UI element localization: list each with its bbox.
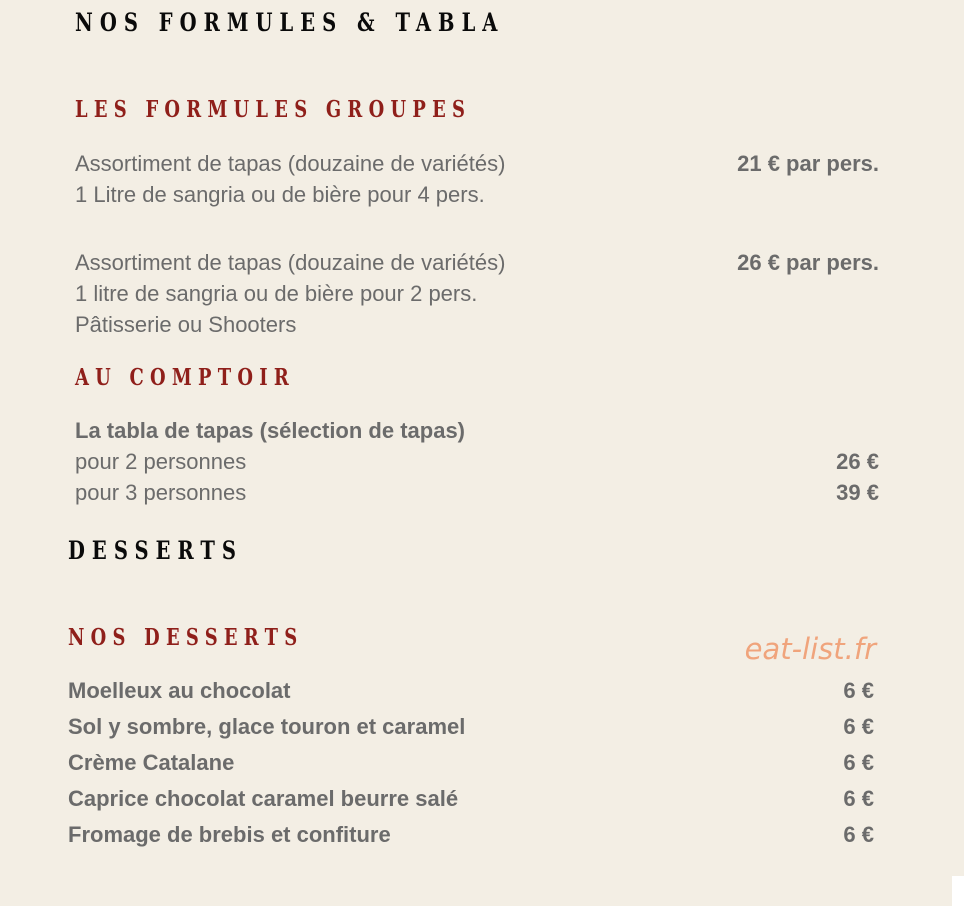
formule-1-price: 21 € par pers. bbox=[737, 151, 879, 176]
comptoir-row-1-price: 26 € bbox=[836, 449, 879, 474]
dessert-price: 6 € bbox=[843, 678, 874, 703]
corner-patch bbox=[952, 876, 964, 906]
dessert-label: Caprice chocolat caramel beurre salé bbox=[68, 786, 459, 811]
list-item bbox=[68, 673, 874, 709]
list-item bbox=[68, 709, 874, 745]
dessert-label: Fromage de brebis et confiture bbox=[68, 822, 391, 847]
formule-1 bbox=[75, 148, 505, 210]
formules-title: NOS FORMULES & TABLA bbox=[75, 8, 505, 37]
formules-groupes-title: LES FORMULES GROUPES bbox=[75, 96, 472, 123]
formule-1-line-2: 1 Litre de sangria ou de bière pour 4 pers. bbox=[75, 182, 485, 207]
list-item bbox=[68, 781, 874, 817]
desserts-list bbox=[68, 673, 874, 853]
list-item bbox=[68, 745, 874, 781]
comptoir-row-2-label: pour 3 personnes bbox=[75, 480, 247, 505]
dessert-label: Sol y sombre, glace touron et caramel bbox=[68, 714, 466, 739]
formule-2-line-2: 1 litre de sangria ou de bière pour 2 pers. bbox=[75, 281, 478, 306]
comptoir-row-1-label: pour 2 personnes bbox=[75, 449, 247, 474]
dessert-price: 6 € bbox=[843, 714, 874, 739]
desserts-title: DESSERTS bbox=[68, 536, 243, 565]
nos-desserts-title: NOS DESSERTS bbox=[68, 624, 304, 651]
comptoir-subtitle: La tabla de tapas (sélection de tapas) bbox=[75, 418, 466, 443]
formule-1-line-1: Assortiment de tapas (douzaine de variétés) bbox=[75, 151, 506, 176]
watermark-text: eat-list.fr bbox=[744, 632, 876, 666]
dessert-price: 6 € bbox=[843, 822, 874, 847]
comptoir-title: AU COMPTOIR bbox=[75, 364, 295, 391]
dessert-label: Crème Catalane bbox=[68, 750, 235, 775]
formule-2 bbox=[75, 247, 505, 340]
formule-2-price: 26 € par pers. bbox=[737, 250, 879, 275]
formule-2-line-3: Pâtisserie ou Shooters bbox=[75, 312, 297, 337]
formule-2-line-1: Assortiment de tapas (douzaine de variétés) bbox=[75, 250, 506, 275]
list-item bbox=[68, 817, 874, 853]
dessert-price: 6 € bbox=[843, 750, 874, 775]
comptoir-row-2-price: 39 € bbox=[836, 480, 879, 505]
dessert-price: 6 € bbox=[843, 786, 874, 811]
dessert-label: Moelleux au chocolat bbox=[68, 678, 291, 703]
